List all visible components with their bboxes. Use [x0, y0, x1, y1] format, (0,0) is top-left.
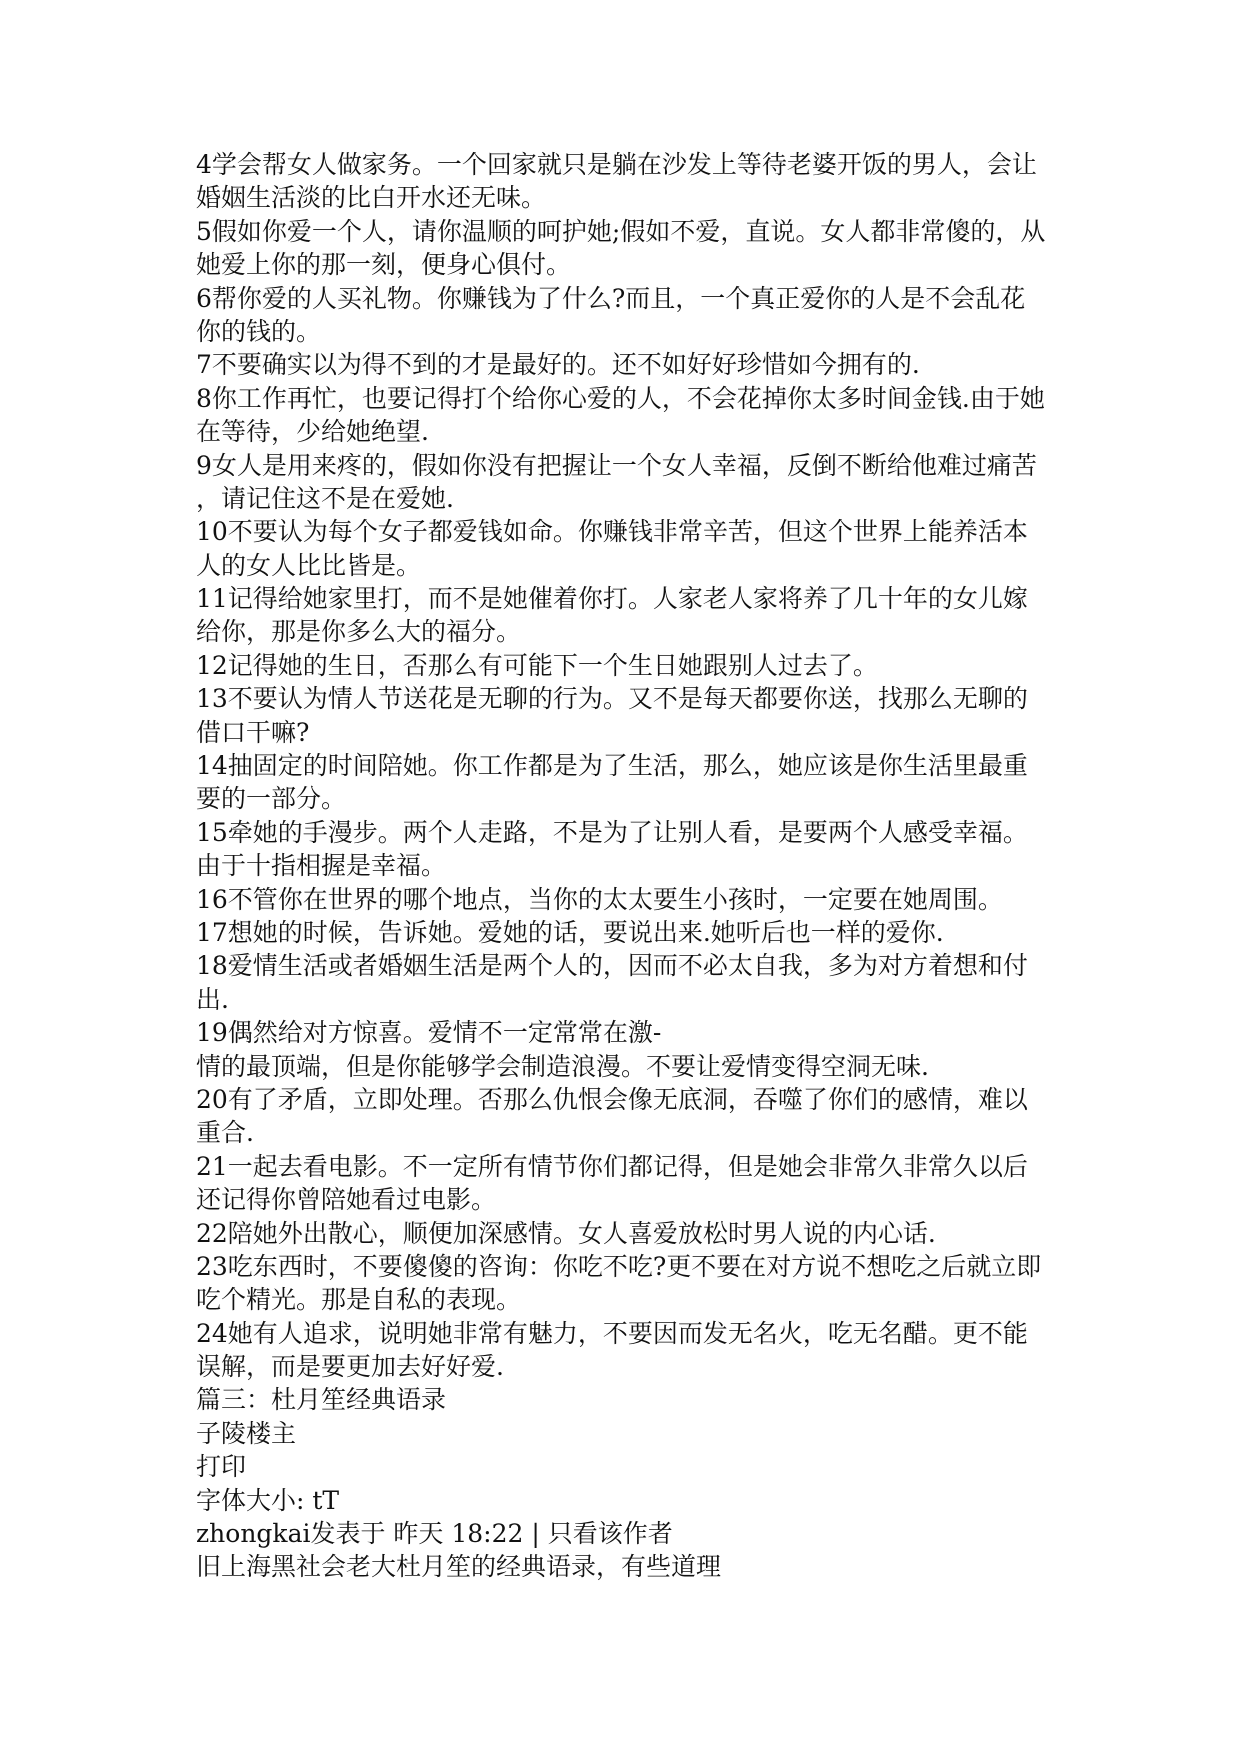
text-line: 13不要认为情人节送花是无聊的行为。又不是每天都要你送，找那么无聊的: [196, 684, 1028, 714]
text-line: 借口干嘛?: [196, 717, 310, 747]
text-line: 旧上海黑社会老大杜月笙的经典语录，有些道理: [196, 1552, 722, 1582]
text-line: 9女人是用来疼的，假如你没有把握让一个女人幸福，反倒不断给他难过痛苦: [196, 450, 1037, 480]
text-line: 19偶然给对方惊喜。爱情不一定常常在激-: [196, 1018, 662, 1048]
text-line: 12记得她的生日，否那么有可能下一个生日她跟别人过去了。: [196, 650, 878, 680]
text-line: 在等待，少给她绝望.: [196, 417, 429, 447]
text-line: 23吃东西时，不要傻傻的咨询：你吃不吃?更不要在对方说不想吃之后就立即: [196, 1251, 1042, 1281]
text-line: 出.: [196, 984, 229, 1014]
text-line: 人的女人比比皆是。: [196, 550, 422, 580]
text-line: 8你工作再忙，也要记得打个给你心爱的人，不会花掉你太多时间金钱.由于她: [196, 383, 1045, 413]
text-line: 由于十指相握是幸福。: [196, 851, 447, 881]
text-line: 给你，那是你多么大的福分。: [196, 617, 522, 647]
text-line: 17想她的时候，告诉她。爱她的话，要说出来.她听后也一样的爱你.: [196, 917, 944, 947]
text-line: 情的最顶端，但是你能够学会制造浪漫。不要让爱情变得空洞无味.: [196, 1051, 929, 1081]
text-line: 14抽固定的时间陪她。你工作都是为了生活，那么，她应该是你生活里最重: [196, 751, 1028, 781]
section-heading: 篇三：杜月笙经典语录: [196, 1385, 447, 1415]
text-line: 5假如你爱一个人，请你温顺的呵护她;假如不爱，直说。女人都非常傻的，从: [196, 216, 1046, 246]
text-line: 20有了矛盾，立即处理。否那么仇恨会像无底洞，吞噬了你们的感情，难以: [196, 1084, 1028, 1114]
text-line: 4学会帮女人做家务。一个回家就只是躺在沙发上等待老婆开饭的男人，会让: [196, 150, 1037, 179]
text-line: 18爱情生活或者婚姻生活是两个人的，因而不必太自我，多为对方着想和付: [196, 951, 1028, 981]
text-line: 误解，而是要更加去好好爱.: [196, 1352, 504, 1382]
post-meta: zhongkai发表于 昨天 18:22 | 只看该作者: [196, 1519, 673, 1549]
text-line: 还记得你曾陪她看过电影。: [196, 1185, 497, 1215]
print-link: 打印: [196, 1452, 247, 1482]
text-line: 婚姻生活淡的比白开水还无味。: [196, 183, 547, 213]
text-line: 21一起去看电影。不一定所有情节你们都记得，但是她会非常久非常久以后: [196, 1151, 1028, 1181]
font-size-control: 字体大小: tT: [196, 1485, 340, 1515]
text-line: 吃个精光。那是自私的表现。: [196, 1285, 522, 1315]
text-line: 6帮你爱的人买礼物。你赚钱为了什么?而且，一个真正爱你的人是不会乱花: [196, 283, 1026, 313]
text-line: 要的一部分。: [196, 784, 347, 814]
text-line: 10不要认为每个女子都爱钱如命。你赚钱非常辛苦，但这个世界上能养活本: [196, 517, 1028, 547]
text-line: 你的钱的。: [196, 316, 322, 346]
text-line: 22陪她外出散心，顺便加深感情。女人喜爱放松时男人说的内心话.: [196, 1218, 936, 1248]
text-line: 重合.: [196, 1118, 254, 1148]
text-line: 24她有人追求，说明她非常有魅力，不要因而发无名火，吃无名醋。更不能: [196, 1318, 1028, 1348]
text-line: ，请记住这不是在爱她.: [196, 483, 454, 513]
text-line: 15牵她的手漫步。两个人走路，不是为了让别人看，是要两个人感受幸福。: [196, 817, 1028, 847]
text-line: 16不管你在世界的哪个地点，当你的太太要生小孩时，一定要在她周围。: [196, 884, 1003, 914]
text-line: 11记得给她家里打，而不是她催着你打。人家老人家将养了几十年的女儿嫁: [196, 584, 1028, 614]
text-line: 她爱上你的那一刻，便身心俱付。: [196, 250, 572, 280]
text-line: 7不要确实以为得不到的才是最好的。还不如好好珍惜如今拥有的.: [196, 350, 920, 380]
author-name: 子陵楼主: [196, 1418, 297, 1448]
document-body: [196, 148, 1046, 1584]
